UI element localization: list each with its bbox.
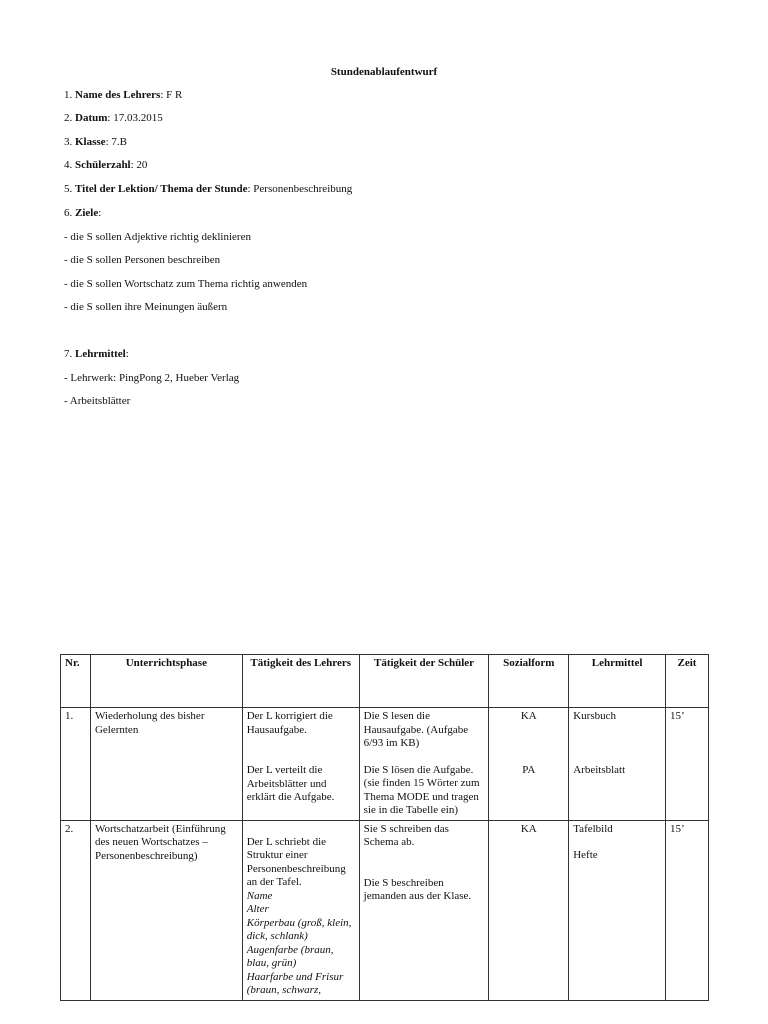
table-row xyxy=(61,708,709,821)
cell-sozialform: KA xyxy=(489,820,569,1000)
cell-phase: Wiederholung des bisher Gelernten xyxy=(90,708,242,821)
header-zeit: Zeit xyxy=(666,655,709,708)
header-lehrmittel: Lehrmittel xyxy=(569,655,666,708)
item-number: 5. xyxy=(64,183,73,195)
lehrmittel-item: - Lehrwerk: PingPong 2, Hueber Verlag xyxy=(64,372,240,384)
schueler-activity: Die S lesen die Hausaufgabe. (Aufgabe 6/93 im KB) xyxy=(363,710,469,749)
sozialform-value: KA xyxy=(520,710,537,722)
item-lehrmittel xyxy=(64,348,129,360)
document-title: Stundenablaufentwurf xyxy=(330,66,438,78)
cell-zeit: 15’ xyxy=(666,820,709,1000)
schueler-activity: Sie S schreiben das Schema ab. xyxy=(363,822,449,848)
item-value: : 20 xyxy=(130,159,148,171)
header-unterrichtsphase: Unterrichtsphase xyxy=(90,655,242,708)
lesson-plan-table xyxy=(60,654,709,1001)
cell-sozialform xyxy=(489,708,569,821)
structure-item: Alter xyxy=(246,903,269,915)
lehrmittel-value: Tafelbild xyxy=(573,822,613,835)
table-row xyxy=(61,820,709,1000)
cell-lehrer xyxy=(242,820,359,1000)
cell-schueler xyxy=(359,820,489,1000)
item-value: : Personenbeschreibung xyxy=(247,183,353,195)
schueler-activity: Die S beschreiben jemanden aus der Klase. xyxy=(363,876,472,902)
lehrmittel-value: Arbeitsblatt xyxy=(573,763,626,776)
item-number: 7. xyxy=(64,348,73,360)
cell-schueler xyxy=(359,708,489,821)
cell-lehrmittel xyxy=(569,708,666,821)
header-taetigkeit-lehrer: Tätigkeit des Lehrers xyxy=(242,655,359,708)
item-value: : xyxy=(98,207,102,219)
item-schuelerzahl xyxy=(64,159,147,171)
structure-item: Augenfarbe (braun, blau, grün) xyxy=(246,943,334,969)
item-ziele xyxy=(64,207,101,219)
item-value: : xyxy=(125,348,129,360)
item-name-des-lehrers xyxy=(64,89,182,101)
cell-phase: Wortschatzarbeit (Einführung des neuen Wortschatzes – Personenbeschreibung) xyxy=(90,820,242,1000)
item-number: 2. xyxy=(64,112,73,124)
structure-item: Haarfarbe und Frisur (braun, schwarz, xyxy=(246,970,344,996)
item-datum xyxy=(64,112,163,124)
item-value: : F R xyxy=(160,89,183,101)
lehrer-activity: Der L schriebt die Struktur einer Personenbeschreibung an der Tafel. xyxy=(246,835,346,888)
item-value: : 7.B xyxy=(105,136,127,148)
lehrmittel-value: Hefte xyxy=(573,849,598,861)
cell-nr: 1. xyxy=(61,708,91,821)
item-number: 4. xyxy=(64,159,73,171)
cell-nr: 2. xyxy=(61,820,91,1000)
item-label: Ziele xyxy=(75,207,99,219)
lehrer-activity: Der L verteilt die Arbeitsblätter und erklärt die Aufgabe. xyxy=(246,764,335,803)
header-nr: Nr. xyxy=(61,655,91,708)
ziel-item: - die S sollen Personen beschreiben xyxy=(64,254,221,266)
item-label: Titel der Lektion/ Thema der Stunde xyxy=(75,183,248,195)
schueler-activity: Die S lösen die Aufgabe. (sie finden 15 Wörter zum Thema MODE und tragen sie in die Tabelle ein) xyxy=(363,763,480,816)
header-taetigkeit-schueler: Tätigkeit der Schüler xyxy=(359,655,489,708)
lehrmittel-value: Kursbuch xyxy=(573,710,617,722)
cell-zeit: 15’ xyxy=(666,708,709,821)
item-label: Datum xyxy=(75,112,108,124)
ziel-item: - die S sollen Wortschatz zum Thema richtig anwenden xyxy=(64,278,308,290)
header-sozialform: Sozialform xyxy=(489,655,569,708)
lehrer-activity: Der L korrigiert die Hausaufgabe. xyxy=(246,710,333,736)
item-label: Name des Lehrers xyxy=(75,89,161,101)
item-number: 3. xyxy=(64,136,73,148)
item-label: Schülerzahl xyxy=(75,159,131,171)
item-titel-der-lektion xyxy=(64,183,352,195)
cell-lehrmittel xyxy=(569,820,666,1000)
item-label: Lehrmittel xyxy=(75,348,126,360)
ziel-item: - die S sollen ihre Meinungen äußern xyxy=(64,301,228,313)
item-label: Klasse xyxy=(75,136,106,148)
cell-lehrer xyxy=(242,708,359,821)
lehrmittel-item: - Arbeitsblätter xyxy=(64,395,131,407)
item-number: 6. xyxy=(64,207,73,219)
item-number: 1. xyxy=(64,89,73,101)
sozialform-value: PA xyxy=(522,763,536,776)
structure-item: Name xyxy=(246,889,273,902)
item-value: : 17.03.2015 xyxy=(107,112,163,124)
table-header-row xyxy=(61,655,709,708)
item-klasse xyxy=(64,136,127,148)
ziel-item: - die S sollen Adjektive richtig deklinieren xyxy=(64,231,251,243)
structure-item: Körperbau (groß, klein, dick, schlank) xyxy=(246,916,352,942)
